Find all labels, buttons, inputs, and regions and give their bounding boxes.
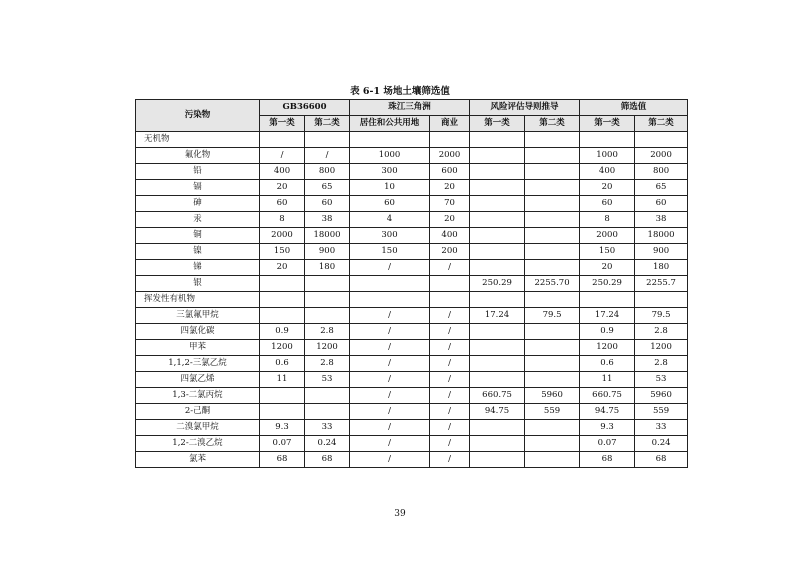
value-cell: 17.24: [580, 308, 635, 324]
pollutant-name: 汞: [136, 212, 260, 228]
value-cell: 70: [430, 196, 470, 212]
value-cell: 1000: [580, 148, 635, 164]
value-cell: 2000: [260, 228, 305, 244]
subheader: 第二类: [525, 116, 580, 132]
pollutant-name: 镍: [136, 244, 260, 260]
empty-cell: [260, 132, 305, 148]
value-cell: /: [430, 260, 470, 276]
table-row: [136, 324, 688, 340]
value-cell: 2000: [580, 228, 635, 244]
value-cell: /: [260, 148, 305, 164]
pollutant-name: 镉: [136, 180, 260, 196]
empty-cell: [350, 292, 430, 308]
value-cell: /: [350, 372, 430, 388]
value-cell: 1200: [635, 340, 688, 356]
value-cell: /: [430, 388, 470, 404]
value-cell: [470, 324, 525, 340]
value-cell: [305, 308, 350, 324]
value-cell: 9.3: [260, 420, 305, 436]
value-cell: [525, 148, 580, 164]
value-cell: /: [350, 324, 430, 340]
value-cell: 1000: [350, 148, 430, 164]
value-cell: /: [430, 404, 470, 420]
pollutant-name: 2-己酮: [136, 404, 260, 420]
value-cell: [260, 404, 305, 420]
pollutant-header: 污染物: [136, 100, 260, 132]
value-cell: /: [305, 148, 350, 164]
value-cell: 2000: [635, 148, 688, 164]
value-cell: 11: [580, 372, 635, 388]
value-cell: 1200: [580, 340, 635, 356]
group-header-screening: 筛选值: [580, 100, 688, 116]
value-cell: 2.8: [635, 324, 688, 340]
table-row: [136, 420, 688, 436]
table-row: [136, 180, 688, 196]
value-cell: /: [350, 452, 430, 468]
empty-cell: [430, 292, 470, 308]
value-cell: 900: [635, 244, 688, 260]
soil-screening-table: [135, 99, 688, 468]
value-cell: [525, 420, 580, 436]
value-cell: 4: [350, 212, 430, 228]
category-row: [136, 292, 688, 308]
value-cell: [470, 452, 525, 468]
empty-cell: [525, 292, 580, 308]
value-cell: [470, 372, 525, 388]
value-cell: 180: [305, 260, 350, 276]
value-cell: [470, 340, 525, 356]
table-row: [136, 404, 688, 420]
value-cell: 559: [635, 404, 688, 420]
table-row: [136, 276, 688, 292]
table-title: 表 6-1 场地土壤筛选值: [350, 86, 450, 97]
pollutant-name: 1,2-二溴乙烷: [136, 436, 260, 452]
value-cell: [260, 308, 305, 324]
value-cell: 38: [635, 212, 688, 228]
value-cell: /: [350, 420, 430, 436]
value-cell: 94.75: [470, 404, 525, 420]
pollutant-name: 氯苯: [136, 452, 260, 468]
value-cell: 800: [635, 164, 688, 180]
table-body: [136, 132, 688, 468]
table-row: [136, 388, 688, 404]
value-cell: [470, 356, 525, 372]
value-cell: /: [350, 340, 430, 356]
value-cell: 150: [580, 244, 635, 260]
category-label: 无机物: [136, 132, 260, 148]
value-cell: 900: [305, 244, 350, 260]
value-cell: 79.5: [635, 308, 688, 324]
value-cell: 60: [260, 196, 305, 212]
value-cell: [525, 180, 580, 196]
value-cell: 660.75: [580, 388, 635, 404]
value-cell: [470, 244, 525, 260]
table-row: [136, 452, 688, 468]
value-cell: 20: [430, 180, 470, 196]
value-cell: 0.6: [260, 356, 305, 372]
value-cell: 2255.70: [525, 276, 580, 292]
value-cell: /: [350, 404, 430, 420]
table-row: [136, 244, 688, 260]
subheader: 第二类: [635, 116, 688, 132]
subheader: 第一类: [260, 116, 305, 132]
value-cell: /: [350, 388, 430, 404]
value-cell: 20: [580, 180, 635, 196]
value-cell: [525, 164, 580, 180]
pollutant-name: 甲苯: [136, 340, 260, 356]
value-cell: 2.8: [635, 356, 688, 372]
pollutant-name: 氟化物: [136, 148, 260, 164]
table-row: [136, 340, 688, 356]
value-cell: 68: [260, 452, 305, 468]
category-label: 挥发性有机物: [136, 292, 260, 308]
pollutant-name: 二溴氯甲烷: [136, 420, 260, 436]
value-cell: 0.07: [580, 436, 635, 452]
value-cell: [305, 276, 350, 292]
value-cell: 559: [525, 404, 580, 420]
empty-cell: [635, 292, 688, 308]
table-row: [136, 164, 688, 180]
value-cell: 9.3: [580, 420, 635, 436]
value-cell: 60: [635, 196, 688, 212]
value-cell: /: [350, 356, 430, 372]
pollutant-name: 1,1,2-三氯乙烷: [136, 356, 260, 372]
value-cell: /: [350, 308, 430, 324]
value-cell: 800: [305, 164, 350, 180]
value-cell: 18000: [305, 228, 350, 244]
value-cell: 94.75: [580, 404, 635, 420]
value-cell: 8: [580, 212, 635, 228]
value-cell: /: [350, 436, 430, 452]
value-cell: [470, 420, 525, 436]
value-cell: 250.29: [580, 276, 635, 292]
value-cell: 38: [305, 212, 350, 228]
value-cell: [525, 340, 580, 356]
value-cell: [470, 180, 525, 196]
value-cell: [470, 436, 525, 452]
value-cell: [470, 260, 525, 276]
value-cell: /: [350, 260, 430, 276]
value-cell: [525, 228, 580, 244]
value-cell: 68: [580, 452, 635, 468]
value-cell: 60: [350, 196, 430, 212]
subheader: 商业: [430, 116, 470, 132]
pollutant-name: 砷: [136, 196, 260, 212]
value-cell: /: [430, 340, 470, 356]
value-cell: /: [430, 372, 470, 388]
value-cell: 2.8: [305, 356, 350, 372]
value-cell: [470, 148, 525, 164]
value-cell: 79.5: [525, 308, 580, 324]
value-cell: 10: [350, 180, 430, 196]
value-cell: /: [430, 436, 470, 452]
category-row: [136, 132, 688, 148]
page-number: 39: [394, 509, 406, 519]
empty-cell: [470, 132, 525, 148]
value-cell: 300: [350, 164, 430, 180]
value-cell: /: [430, 356, 470, 372]
value-cell: 400: [580, 164, 635, 180]
value-cell: [525, 356, 580, 372]
value-cell: 20: [260, 260, 305, 276]
empty-cell: [305, 132, 350, 148]
value-cell: 1200: [260, 340, 305, 356]
value-cell: 65: [635, 180, 688, 196]
subheader: 第一类: [470, 116, 525, 132]
value-cell: [525, 372, 580, 388]
empty-cell: [470, 292, 525, 308]
value-cell: [305, 404, 350, 420]
pollutant-name: 三氯氟甲烷: [136, 308, 260, 324]
pollutant-name: 银: [136, 276, 260, 292]
value-cell: 18000: [635, 228, 688, 244]
value-cell: /: [430, 324, 470, 340]
value-cell: 33: [635, 420, 688, 436]
value-cell: 2.8: [305, 324, 350, 340]
value-cell: [525, 452, 580, 468]
empty-cell: [350, 132, 430, 148]
value-cell: 180: [635, 260, 688, 276]
value-cell: [350, 276, 430, 292]
table-row: [136, 436, 688, 452]
value-cell: [525, 196, 580, 212]
value-cell: 2255.7: [635, 276, 688, 292]
group-header-risk: 风险评估导则推导: [470, 100, 580, 116]
empty-cell: [430, 132, 470, 148]
value-cell: [525, 244, 580, 260]
value-cell: 600: [430, 164, 470, 180]
pollutant-name: 四氯乙烯: [136, 372, 260, 388]
value-cell: /: [430, 420, 470, 436]
table-row: [136, 356, 688, 372]
value-cell: 53: [305, 372, 350, 388]
table-row: [136, 148, 688, 164]
empty-cell: [525, 132, 580, 148]
value-cell: 65: [305, 180, 350, 196]
value-cell: 20: [580, 260, 635, 276]
empty-cell: [305, 292, 350, 308]
table-row: [136, 196, 688, 212]
group-header-gb36600: GB36600: [260, 100, 350, 116]
value-cell: 68: [635, 452, 688, 468]
value-cell: 11: [260, 372, 305, 388]
empty-cell: [580, 292, 635, 308]
value-cell: [470, 196, 525, 212]
value-cell: [260, 276, 305, 292]
value-cell: 400: [430, 228, 470, 244]
empty-cell: [580, 132, 635, 148]
pollutant-name: 锑: [136, 260, 260, 276]
table-row: [136, 372, 688, 388]
value-cell: 2000: [430, 148, 470, 164]
value-cell: 660.75: [470, 388, 525, 404]
value-cell: 250.29: [470, 276, 525, 292]
value-cell: [525, 212, 580, 228]
value-cell: 150: [350, 244, 430, 260]
value-cell: 0.24: [635, 436, 688, 452]
subheader: 第二类: [305, 116, 350, 132]
value-cell: [470, 164, 525, 180]
value-cell: 300: [350, 228, 430, 244]
value-cell: [430, 276, 470, 292]
value-cell: 0.07: [260, 436, 305, 452]
table-row: [136, 308, 688, 324]
value-cell: 68: [305, 452, 350, 468]
group-header-prd: 珠江三角洲: [350, 100, 470, 116]
value-cell: 0.24: [305, 436, 350, 452]
table-row: [136, 260, 688, 276]
pollutant-name: 铜: [136, 228, 260, 244]
value-cell: /: [430, 308, 470, 324]
pollutant-name: 铅: [136, 164, 260, 180]
subheader: 居住和公共用地: [350, 116, 430, 132]
subheader: 第一类: [580, 116, 635, 132]
value-cell: 60: [305, 196, 350, 212]
value-cell: [305, 388, 350, 404]
value-cell: 5960: [635, 388, 688, 404]
empty-cell: [260, 292, 305, 308]
value-cell: 20: [430, 212, 470, 228]
empty-cell: [635, 132, 688, 148]
value-cell: 17.24: [470, 308, 525, 324]
pollutant-name: 四氯化碳: [136, 324, 260, 340]
value-cell: 33: [305, 420, 350, 436]
value-cell: 60: [580, 196, 635, 212]
value-cell: [525, 324, 580, 340]
value-cell: /: [430, 452, 470, 468]
value-cell: 0.9: [260, 324, 305, 340]
value-cell: [525, 260, 580, 276]
value-cell: 0.9: [580, 324, 635, 340]
value-cell: 20: [260, 180, 305, 196]
value-cell: [525, 436, 580, 452]
table-row: [136, 228, 688, 244]
table-row: [136, 212, 688, 228]
value-cell: 5960: [525, 388, 580, 404]
value-cell: [260, 388, 305, 404]
value-cell: 200: [430, 244, 470, 260]
value-cell: 53: [635, 372, 688, 388]
value-cell: 0.6: [580, 356, 635, 372]
value-cell: 150: [260, 244, 305, 260]
value-cell: 8: [260, 212, 305, 228]
value-cell: 400: [260, 164, 305, 180]
value-cell: [470, 212, 525, 228]
pollutant-name: 1,3-二氯丙烷: [136, 388, 260, 404]
value-cell: 1200: [305, 340, 350, 356]
value-cell: [470, 228, 525, 244]
